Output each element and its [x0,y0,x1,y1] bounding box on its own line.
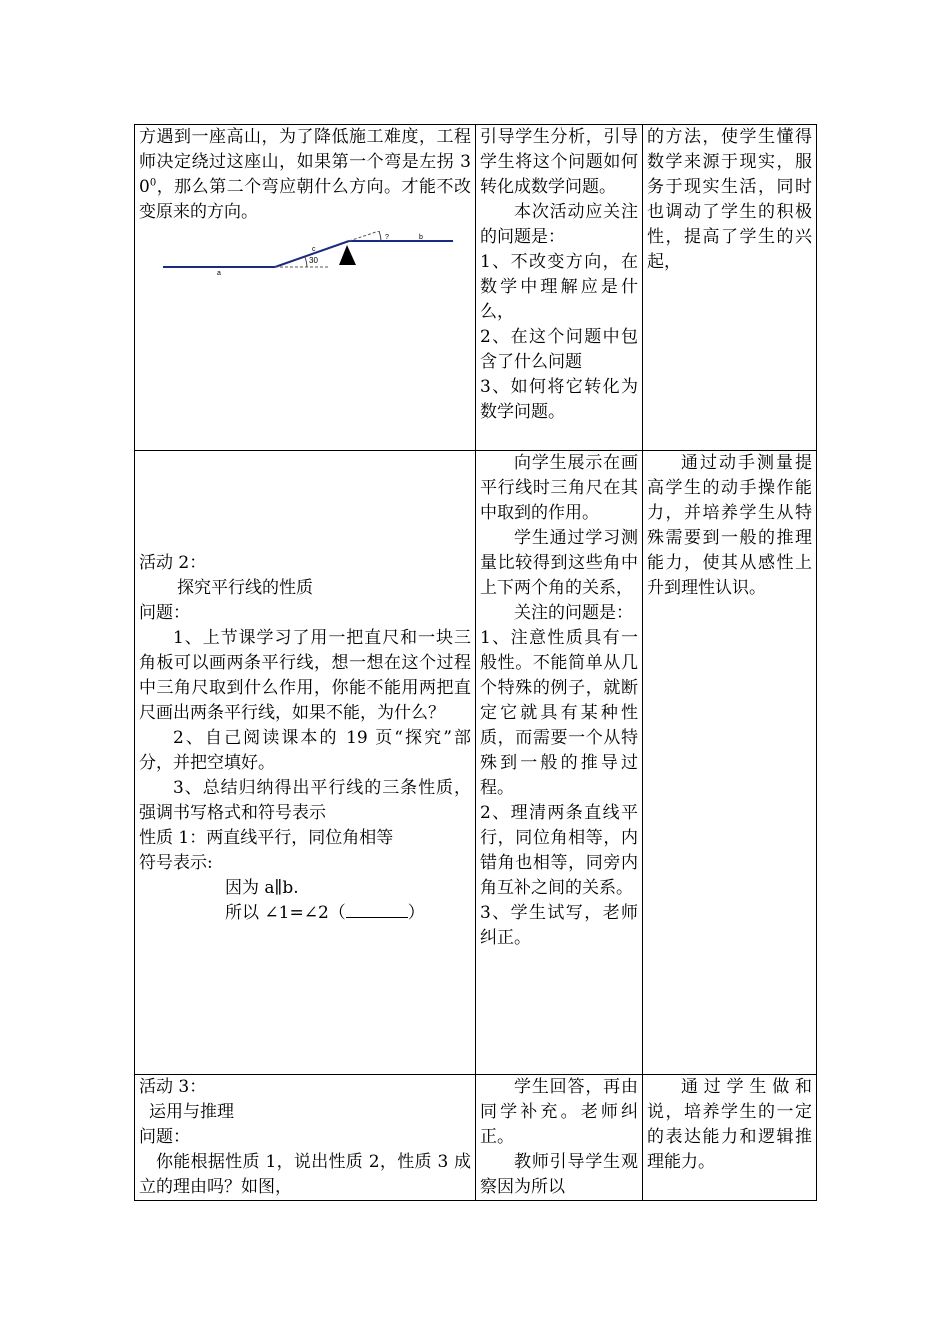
guidance-cell [476,1075,643,1201]
activity-cell [135,125,476,451]
guidance-text: 本次活动应关注的问题是： [480,202,638,247]
guidance-text: 3、学生试写，老师纠正。 [480,903,638,948]
svg-text:c: c [312,246,316,253]
purpose-text: 通过动手测量提高学生的动手操作能力，并培养学生从特殊需要到一般的推理能力，使其从感性上升到理性认识。 [647,453,812,598]
table-row [135,451,817,1075]
svg-text:?: ? [385,234,389,241]
question-text: 3、总结归纳得出平行线的三条性质，强调书写格式和符号表示 [139,778,471,823]
table-row [135,125,817,451]
guidance-text: 教师引导学生观察因为所以 [480,1152,638,1197]
guidance-cell [476,451,643,1075]
therefore-line: 所以 ∠1=∠2（ ） [225,903,425,923]
lesson-plan-table [134,124,817,1201]
activity-cell [135,451,476,1075]
svg-text:30: 30 [309,256,318,265]
guidance-text: 3、如何将它转化为数学问题。 [480,377,638,422]
because-line: 因为 a∥b. [225,878,299,898]
purpose-cell [643,451,817,1075]
road-bend-figure [157,231,457,281]
question-label: 问题： [139,603,190,623]
purpose-cell [643,1075,817,1201]
activity-cell [135,1075,476,1201]
activity-title: 活动 3： [139,1077,207,1097]
guidance-text: 2、理清两条直线平行，同位角相等，内错角也相等，同旁内角互补之间的关系。 [480,803,638,898]
question-text: 你能根据性质 1，说出性质 2，性质 3 成立的理由吗？如图， [139,1152,471,1197]
purpose-text: 的方法，使学生懂得数学来源于现实，服务于现实生活，同时也调动了学生的积极性，提高了学生的兴起， [647,127,812,272]
guidance-text: 学生通过学习测量比较得到这些角中上下两个角的关系， [480,528,638,598]
purpose-text: 通过学生做和说，培养学生的一定的表达能力和逻辑推理能力。 [647,1077,812,1172]
road-problem-text: 方遇到一座高山，为了降低施工难度，工程师决定绕过这座山，如果第一个弯是左拐 $30^0$，那么第二个弯应朝什么方向。才能不改变原来的方向。 [139,127,471,222]
activity-title: 活动 2： [139,553,207,573]
table-row [135,1075,817,1201]
property-text: 性质 1：两直线平行，同位角相等 [139,828,394,848]
fill-in-blank[interactable] [346,903,408,918]
symbol-label: 符号表示: [139,853,213,873]
guidance-text: 向学生展示在画平行线时三角尺在其中取到的作用。 [480,453,638,523]
guidance-text: 引导学生分析，引导学生将这个问题如何转化成数学问题。 [480,127,638,197]
question-text: 2、自己阅读课本的 19 页“探究”部分，并把空填好。 [139,728,471,773]
svg-text:b: b [419,234,423,241]
question-label: 问题： [139,1127,190,1147]
guidance-cell [476,125,643,451]
activity-subtitle: 探究平行线的性质 [177,578,313,598]
question-text: 1、上节课学习了用一把直尺和一块三角板可以画两条平行线，想一想在这个过程中三角尺取到什么作用，你能不能用两把直尺画出两条平行线，如果不能，为什么？ [139,628,471,723]
guidance-text: 关注的问题是： [514,603,633,623]
purpose-cell [643,125,817,451]
svg-text:a: a [217,270,221,277]
guidance-text: 1、不改变方向，在数学中理解应是什么， [480,252,638,322]
guidance-text: 2、在这个问题中包含了什么问题 [480,327,638,372]
guidance-text: 学生回答，再由同学补充。老师纠正。 [480,1077,638,1147]
activity-subtitle: 运用与推理 [149,1102,234,1122]
guidance-text: 1、注意性质具有一般性。不能简单从几个特殊的例子，就断定它就具有某种性质，而需要一个从特殊到一般的推导过程。 [480,628,638,798]
